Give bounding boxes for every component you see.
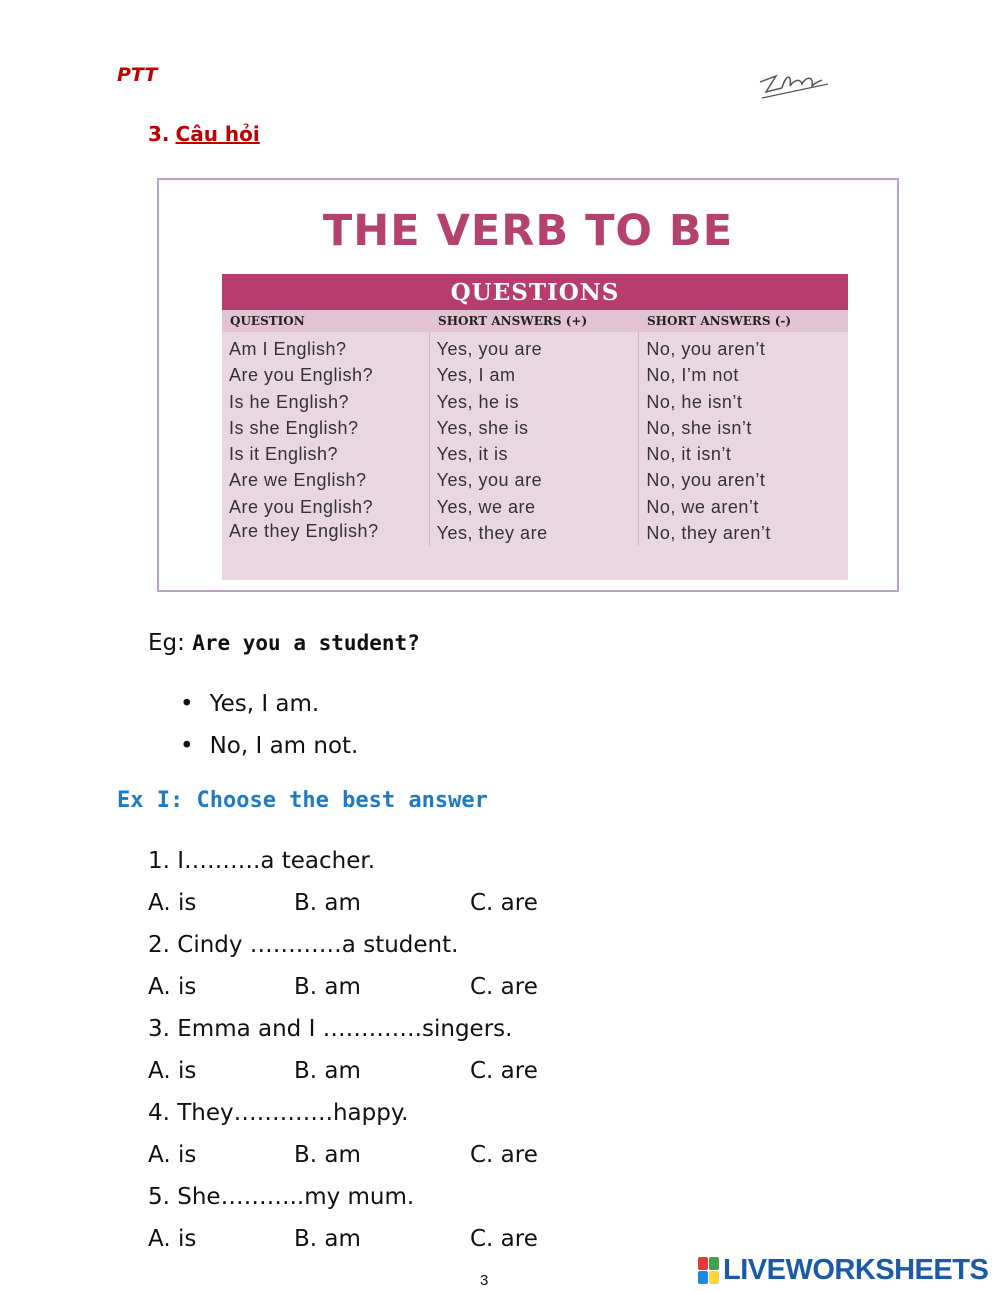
section-heading bbox=[148, 122, 260, 146]
negative-column bbox=[639, 332, 848, 546]
question-column bbox=[222, 332, 430, 546]
table-cell: Yes, I am bbox=[436, 365, 516, 386]
option-c[interactable]: C. are bbox=[470, 974, 538, 1000]
option-c[interactable]: C. are bbox=[470, 1058, 538, 1084]
answer-options bbox=[148, 1138, 648, 1180]
option-b[interactable]: B. am bbox=[294, 1142, 361, 1168]
table-cell: Are we English? bbox=[229, 470, 367, 491]
answer-options bbox=[148, 970, 648, 1012]
option-a[interactable]: A. is bbox=[148, 1142, 197, 1168]
option-c[interactable]: C. are bbox=[470, 1142, 538, 1168]
question-text: 4. They………….happy. bbox=[148, 1100, 409, 1126]
table-header bbox=[222, 310, 848, 332]
section-number: 3. bbox=[148, 122, 170, 146]
table-cell: Is it English? bbox=[229, 444, 339, 465]
section-title: Câu hỏi bbox=[175, 122, 260, 146]
verb-to-be-figure bbox=[157, 178, 899, 592]
table-cell: No, we aren’t bbox=[646, 496, 759, 517]
column-header-positive: SHORT ANSWERS (+) bbox=[438, 314, 588, 328]
question-text: 5. She………..my mum. bbox=[148, 1184, 415, 1210]
question-text: 2. Cindy …………a student. bbox=[148, 932, 459, 958]
table-cell: Are you English? bbox=[229, 496, 374, 517]
signature-mark bbox=[752, 64, 832, 104]
option-a[interactable]: A. is bbox=[148, 974, 197, 1000]
questions-table bbox=[222, 274, 848, 580]
option-c[interactable]: C. are bbox=[470, 1226, 538, 1252]
column-header-question: QUESTION bbox=[230, 314, 305, 328]
answer-options bbox=[148, 1054, 648, 1096]
logo-blocks-icon bbox=[698, 1257, 720, 1285]
option-a[interactable]: A. is bbox=[148, 1226, 197, 1252]
table-cell: Yes, we are bbox=[436, 496, 536, 517]
option-b[interactable]: B. am bbox=[294, 1058, 361, 1084]
option-b[interactable]: B. am bbox=[294, 1226, 361, 1252]
table-cell: Is he English? bbox=[229, 391, 350, 412]
exercise-questions bbox=[148, 844, 648, 1264]
option-b[interactable]: B. am bbox=[294, 974, 361, 1000]
table-cell: Is she English? bbox=[229, 417, 359, 438]
table-cell: No, they aren’t bbox=[646, 523, 771, 544]
answer-options bbox=[148, 1222, 648, 1264]
table-cell: Yes, they are bbox=[436, 523, 548, 544]
table-cell: Am I English? bbox=[229, 339, 347, 359]
option-a[interactable]: A. is bbox=[148, 1058, 197, 1084]
option-b[interactable]: B. am bbox=[294, 890, 361, 916]
table-cell: No, I’m not bbox=[646, 365, 739, 386]
questions-bar: QUESTIONS bbox=[222, 274, 848, 310]
table-cell: Are you English? bbox=[229, 365, 374, 386]
table-cell: Yes, he is bbox=[436, 391, 520, 412]
table-cell: Are they English? bbox=[229, 521, 379, 542]
option-c[interactable]: C. are bbox=[470, 890, 538, 916]
exercise-title: Ex I: Choose the best answer bbox=[117, 788, 488, 813]
table-cell: Yes, it is bbox=[436, 444, 509, 465]
example-prefix: Eg: bbox=[148, 630, 185, 656]
table-cell: No, he isn’t bbox=[646, 391, 743, 412]
question-text: 3. Emma and I ………….singers. bbox=[148, 1016, 513, 1042]
figure-title: THE VERB TO BE bbox=[322, 206, 734, 256]
list-item: • No, I am not. bbox=[180, 728, 358, 770]
table-cell: No, you aren’t bbox=[646, 339, 766, 359]
table-cell: No, it isn’t bbox=[646, 444, 732, 465]
table-cell: Yes, she is bbox=[436, 417, 529, 438]
liveworksheets-logo[interactable] bbox=[698, 1254, 988, 1287]
question-text: 1. I……….a teacher. bbox=[148, 848, 376, 874]
example-question: Are you a student? bbox=[192, 631, 420, 655]
column-header-negative: SHORT ANSWERS (-) bbox=[647, 314, 792, 328]
table-cell: No, she isn’t bbox=[646, 417, 752, 438]
positive-column bbox=[430, 332, 640, 546]
list-item: • Yes, I am. bbox=[180, 686, 358, 728]
table-cell: Yes, you are bbox=[436, 339, 543, 359]
logo-text: LIVEWORKSHEETS bbox=[723, 1254, 989, 1286]
option-a[interactable]: A. is bbox=[148, 890, 197, 916]
example-answers bbox=[180, 686, 358, 770]
answer-options bbox=[148, 886, 648, 928]
table-body bbox=[222, 332, 848, 546]
table-cell: No, you aren’t bbox=[646, 470, 766, 491]
example-line bbox=[148, 630, 420, 656]
page-number: 3 bbox=[480, 1272, 489, 1289]
table-cell: Yes, you are bbox=[436, 470, 543, 491]
header-tag: PTT bbox=[117, 64, 158, 86]
